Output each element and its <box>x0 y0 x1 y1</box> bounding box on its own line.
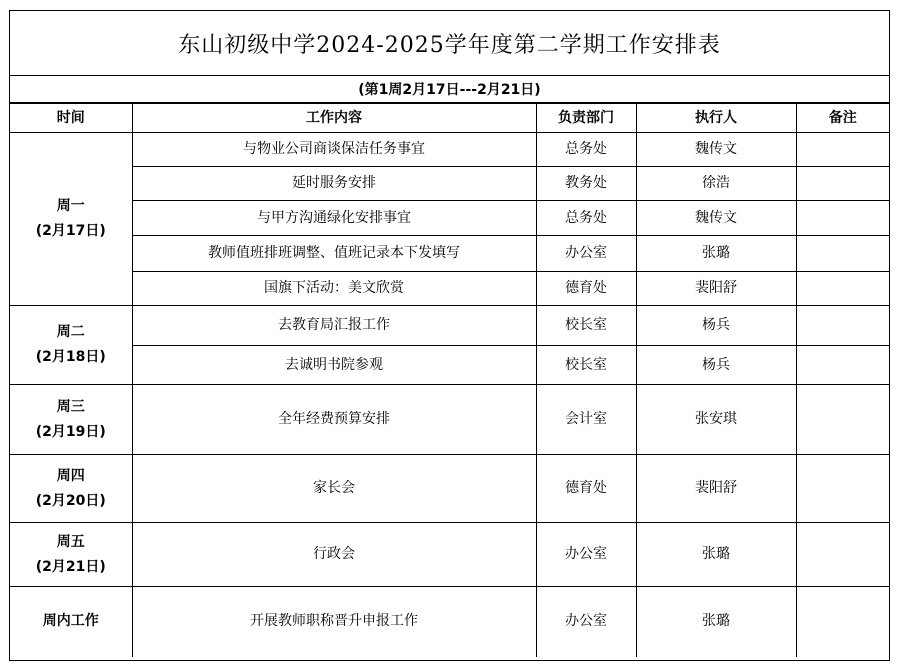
notes-cell <box>796 167 889 201</box>
table-row <box>10 346 889 385</box>
table-row <box>10 523 889 587</box>
day-name: 周五 <box>56 533 85 550</box>
department-cell: 会计室 <box>536 385 636 455</box>
notes-cell <box>796 133 889 167</box>
page-title: 东山初级中学2024-2025学年度第二学期工作安排表 <box>10 11 889 76</box>
day-cell <box>10 306 132 385</box>
department-cell: 办公室 <box>536 236 636 272</box>
executor-cell: 魏传文 <box>636 201 796 236</box>
content-cell: 全年经费预算安排 <box>132 385 536 455</box>
executor-cell: 张璐 <box>636 587 796 657</box>
table-row <box>10 385 889 455</box>
content-cell: 开展教师职称晋升申报工作 <box>132 587 536 657</box>
department-cell: 教务处 <box>536 167 636 201</box>
week-range: (第1周2月17日---2月21日) <box>10 76 889 103</box>
executor-cell: 张安琪 <box>636 385 796 455</box>
day-cell <box>10 385 132 455</box>
department-cell: 德育处 <box>536 272 636 306</box>
department-cell: 总务处 <box>536 201 636 236</box>
notes-cell <box>796 385 889 455</box>
content-cell: 国旗下活动：美文欣赏 <box>132 272 536 306</box>
schedule-table <box>10 103 889 657</box>
header-executor: 执行人 <box>636 104 796 133</box>
table-row <box>10 133 889 167</box>
content-cell: 与物业公司商谈保洁任务事宜 <box>132 133 536 167</box>
department-cell: 办公室 <box>536 587 636 657</box>
department-cell: 德育处 <box>536 455 636 523</box>
content-cell: 教师值班排班调整、值班记录本下发填写 <box>132 236 536 272</box>
notes-cell <box>796 201 889 236</box>
schedule-sheet <box>9 10 890 661</box>
header-department: 负责部门 <box>536 104 636 133</box>
header-notes: 备注 <box>796 104 889 133</box>
department-cell: 校长室 <box>536 306 636 346</box>
executor-cell: 杨兵 <box>636 306 796 346</box>
notes-cell <box>796 587 889 657</box>
department-cell: 总务处 <box>536 133 636 167</box>
executor-cell: 张璐 <box>636 523 796 587</box>
executor-cell: 杨兵 <box>636 346 796 385</box>
day-name: 周四 <box>56 467 85 484</box>
table-row <box>10 587 889 657</box>
content-cell: 行政会 <box>132 523 536 587</box>
day-cell <box>10 523 132 587</box>
notes-cell <box>796 523 889 587</box>
day-date: (2月21日) <box>35 558 106 575</box>
content-cell: 家长会 <box>132 455 536 523</box>
day-name: 周二 <box>56 324 85 341</box>
executor-cell: 张璐 <box>636 236 796 272</box>
department-cell: 办公室 <box>536 523 636 587</box>
day-name: 周一 <box>56 198 85 215</box>
header-time: 时间 <box>10 104 132 133</box>
table-row <box>10 455 889 523</box>
header-content: 工作内容 <box>132 104 536 133</box>
notes-cell <box>796 306 889 346</box>
content-cell: 与甲方沟通绿化安排事宜 <box>132 201 536 236</box>
notes-cell <box>796 272 889 306</box>
executor-cell: 裴阳舒 <box>636 272 796 306</box>
content-cell: 去诚明书院参观 <box>132 346 536 385</box>
table-row <box>10 272 889 306</box>
day-date: (2月18日) <box>35 349 106 365</box>
table-row <box>10 236 889 272</box>
day-date: (2月19日) <box>35 423 106 440</box>
header-row <box>10 104 889 133</box>
notes-cell <box>796 346 889 385</box>
day-cell <box>10 455 132 523</box>
day-date: (2月17日) <box>35 223 106 239</box>
day-name: 周内工作 <box>42 613 99 630</box>
day-cell <box>10 587 132 657</box>
content-cell: 去教育局汇报工作 <box>132 306 536 346</box>
content-cell: 延时服务安排 <box>132 167 536 201</box>
executor-cell: 裴阳舒 <box>636 455 796 523</box>
executor-cell: 魏传文 <box>636 133 796 167</box>
day-name: 周三 <box>56 398 85 415</box>
notes-cell <box>796 236 889 272</box>
day-cell <box>10 133 132 306</box>
table-row <box>10 306 889 346</box>
day-date: (2月20日) <box>35 492 106 509</box>
notes-cell <box>796 455 889 523</box>
table-row <box>10 167 889 201</box>
table-row <box>10 201 889 236</box>
department-cell: 校长室 <box>536 346 636 385</box>
executor-cell: 徐浩 <box>636 167 796 201</box>
